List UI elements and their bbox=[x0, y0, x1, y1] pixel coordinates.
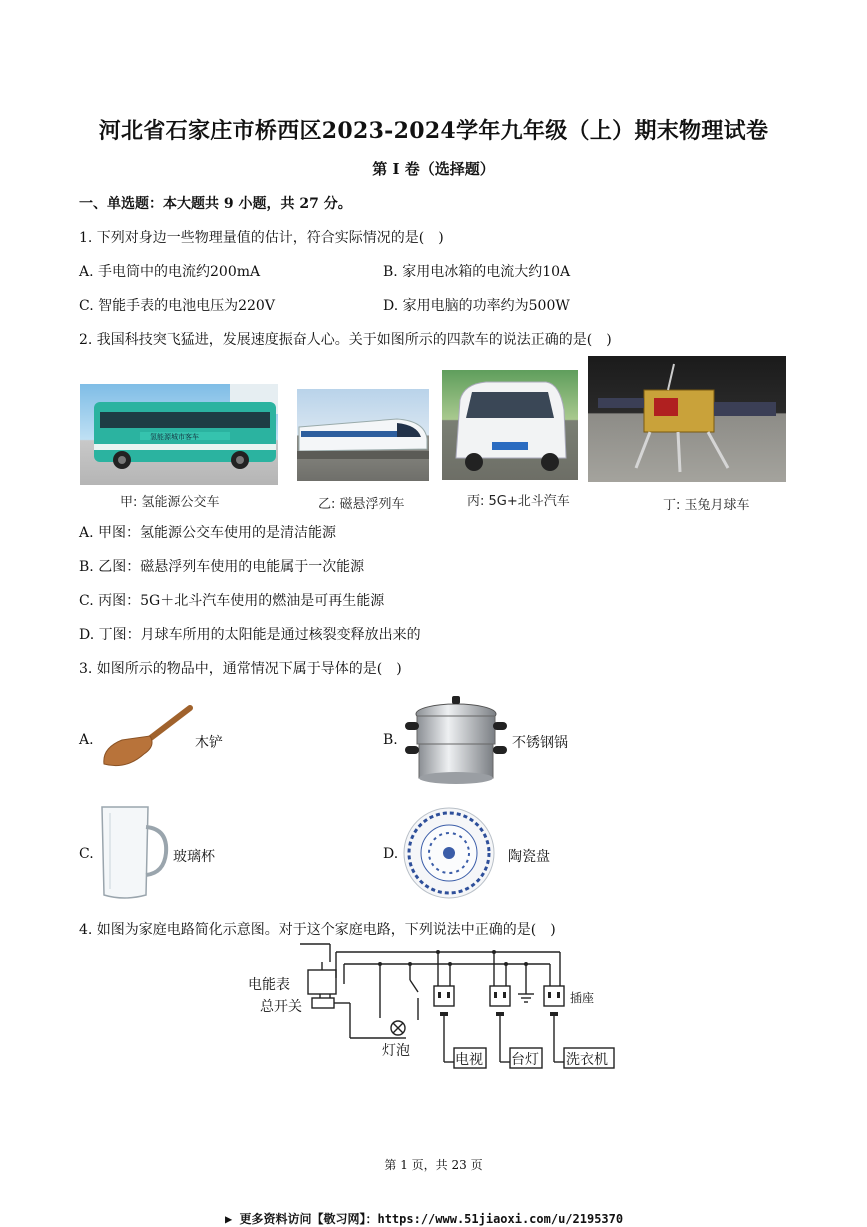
section-subtitle: 第 I 卷（选择题） bbox=[372, 160, 495, 178]
wooden-spatula-image bbox=[100, 704, 194, 772]
household-circuit-diagram bbox=[240, 940, 630, 1070]
steel-pot-image bbox=[403, 694, 509, 786]
q3-option-c-letter: C. bbox=[79, 846, 94, 862]
q2-option-c: C. 丙图：5G＋北斗汽车使用的燃油是可再生能源 bbox=[79, 593, 385, 609]
label-tv: 电视 bbox=[455, 1052, 483, 1068]
caption-ding: 丁: 玉兔月球车 bbox=[663, 498, 750, 513]
promo-line[interactable] bbox=[225, 1210, 623, 1227]
page-title: 河北省石家庄市桥西区2023-2024学年九年级（上）期末物理试卷 bbox=[98, 118, 769, 144]
question-3-stem: 3. 如图所示的物品中，通常情况下属于导体的是( ) bbox=[79, 661, 402, 677]
ceramic-plate-image bbox=[402, 806, 496, 900]
promo-text: 更多资料访问【敬习网】：https://www.51jiaoxi.com/u/2195370 bbox=[239, 1212, 624, 1226]
q1-option-d: D. 家用电脑的功率约为500W bbox=[383, 298, 570, 314]
q3-option-d-letter: D. bbox=[383, 846, 399, 862]
label-meter: 电能表 bbox=[248, 977, 290, 993]
question-4-stem: 4. 如图为家庭电路简化示意图。对于这个家庭电路，下列说法中正确的是( ) bbox=[79, 922, 556, 938]
label-washer: 洗衣机 bbox=[566, 1052, 608, 1068]
caption-yi: 乙: 磁悬浮列车 bbox=[318, 497, 405, 512]
label-lamp: 灯泡 bbox=[382, 1043, 410, 1059]
section-heading: 一、单选题：本大题共 9 小题，共 27 分。 bbox=[79, 196, 352, 212]
q1-option-a: A. 手电筒中的电流约200mA bbox=[79, 264, 261, 280]
yutu-lunar-rover-photo bbox=[588, 356, 786, 482]
5g-beidou-car-photo bbox=[442, 370, 578, 480]
q2-option-d: D. 丁图：月球车所用的太阳能是通过核裂变释放出来的 bbox=[79, 627, 421, 643]
glass-pitcher-image bbox=[96, 803, 172, 903]
caption-jia: 甲: 氢能源公交车 bbox=[120, 495, 220, 510]
q3-label-c: 玻璃杯 bbox=[173, 849, 215, 865]
page-footer: 第 1 页，共 23 页 bbox=[384, 1158, 483, 1172]
q3-option-a-letter: A. bbox=[79, 732, 94, 748]
caption-bing: 丙: 5G+北斗汽车 bbox=[467, 494, 570, 509]
q3-label-d: 陶瓷盘 bbox=[508, 849, 550, 865]
q3-option-b-letter: B. bbox=[383, 732, 398, 748]
q1-option-b: B. 家用电冰箱的电流大约10A bbox=[383, 264, 571, 280]
label-desk-lamp: 台灯 bbox=[511, 1052, 539, 1068]
maglev-train-photo bbox=[297, 389, 429, 481]
label-socket: 插座 bbox=[570, 991, 595, 1005]
q2-option-b: B. 乙图：磁悬浮列车使用的电能属于一次能源 bbox=[79, 559, 365, 575]
bus-sign-text: 氢能源城市客车 bbox=[150, 433, 199, 441]
flag-icon: ▶ bbox=[225, 1212, 233, 1226]
q2-option-a: A. 甲图：氢能源公交车使用的是清洁能源 bbox=[79, 525, 337, 541]
q3-label-b: 不锈钢锅 bbox=[512, 735, 568, 751]
q3-label-a: 木铲 bbox=[195, 735, 223, 751]
question-1-stem: 1. 下列对身边一些物理量值的估计，符合实际情况的是( ) bbox=[79, 230, 444, 246]
q1-option-c: C. 智能手表的电池电压为220V bbox=[79, 298, 275, 314]
hydrogen-bus-photo bbox=[80, 384, 278, 485]
label-main-switch: 总开关 bbox=[260, 999, 302, 1015]
question-2-stem: 2. 我国科技突飞猛进，发展速度振奋人心。关于如图所示的四款车的说法正确的是( ) bbox=[79, 332, 612, 348]
